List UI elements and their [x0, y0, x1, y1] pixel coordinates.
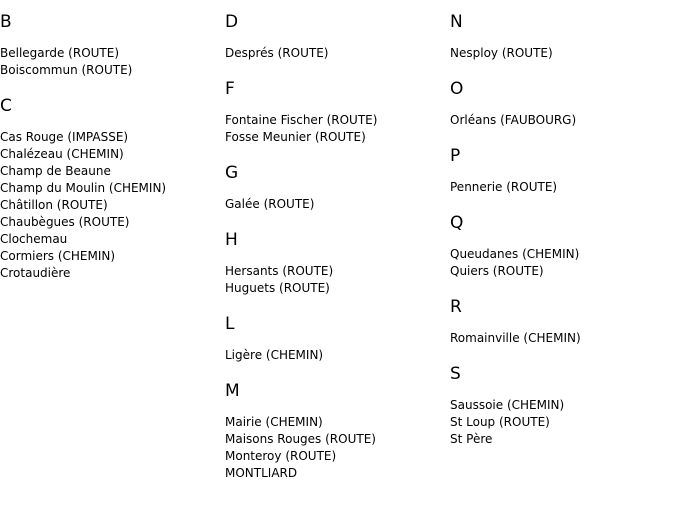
street-link[interactable]: Saussoie (CHEMIN) [450, 398, 565, 412]
street-link[interactable]: Després (ROUTE) [225, 46, 329, 60]
street-list [450, 112, 670, 129]
section-letter-heading: G [225, 163, 239, 183]
street-list [0, 45, 220, 79]
street-list [450, 179, 670, 196]
street-list [450, 397, 670, 448]
letter-section [225, 78, 445, 146]
street-link[interactable]: Huguets (ROUTE) [225, 281, 330, 295]
street-list [225, 347, 445, 364]
street-list [225, 45, 445, 62]
street-link[interactable]: Cas Rouge (IMPASSE) [0, 130, 129, 144]
street-link[interactable]: Hersants (ROUTE) [225, 264, 334, 278]
letter-section [450, 296, 670, 347]
index-column-3 [450, 11, 670, 464]
street-link[interactable]: Crotaudière [0, 266, 71, 280]
street-list [0, 129, 220, 282]
letter-section [450, 212, 670, 280]
street-link[interactable]: Clochemau [0, 232, 68, 246]
letter-section [450, 78, 670, 129]
street-link[interactable]: Maisons Rouges (ROUTE) [225, 432, 376, 446]
street-link[interactable]: MONTLIARD [225, 466, 298, 480]
letter-section [0, 95, 220, 282]
section-letter-heading: R [450, 297, 462, 317]
letter-section [225, 313, 445, 364]
street-link[interactable]: Quiers (ROUTE) [450, 264, 544, 278]
letter-section [0, 11, 220, 79]
street-link[interactable]: Mairie (CHEMIN) [225, 415, 323, 429]
street-link[interactable]: Fosse Meunier (ROUTE) [225, 130, 366, 144]
street-link[interactable]: Romainville (CHEMIN) [450, 331, 581, 345]
street-link[interactable]: St Loup (ROUTE) [450, 415, 550, 429]
section-letter-heading: O [450, 79, 464, 99]
street-link[interactable]: Galée (ROUTE) [225, 197, 315, 211]
section-letter-heading: D [225, 12, 239, 32]
street-list [450, 246, 670, 280]
street-list [225, 414, 445, 482]
street-list [225, 263, 445, 297]
street-link[interactable]: Boiscommun (ROUTE) [0, 63, 133, 77]
street-list [225, 112, 445, 146]
letter-section [450, 145, 670, 196]
street-list [450, 45, 670, 62]
street-link[interactable]: Queudanes (CHEMIN) [450, 247, 580, 261]
street-link[interactable]: Monteroy (ROUTE) [225, 449, 337, 463]
section-letter-heading: L [225, 314, 235, 334]
letter-section [450, 11, 670, 62]
section-letter-heading: N [450, 12, 463, 32]
street-link[interactable]: Champ du Moulin (CHEMIN) [0, 181, 167, 195]
street-link[interactable]: Bellegarde (ROUTE) [0, 46, 120, 60]
street-list [225, 196, 445, 213]
index-column-2 [225, 11, 445, 498]
section-letter-heading: F [225, 79, 235, 99]
section-letter-heading: M [225, 381, 240, 401]
section-letter-heading: H [225, 230, 238, 250]
letter-section [450, 363, 670, 448]
index-column-1 [0, 11, 220, 298]
section-letter-heading: C [0, 96, 12, 116]
street-link[interactable]: Nesploy (ROUTE) [450, 46, 553, 60]
section-letter-heading: B [0, 12, 12, 32]
street-link[interactable]: Pennerie (ROUTE) [450, 180, 558, 194]
street-link[interactable]: Ligère (CHEMIN) [225, 348, 324, 362]
section-letter-heading: Q [450, 213, 464, 233]
street-link[interactable]: Châtillon (ROUTE) [0, 198, 108, 212]
street-link[interactable]: Orléans (FAUBOURG) [450, 113, 577, 127]
street-link[interactable]: Champ de Beaune [0, 164, 111, 178]
street-link[interactable]: Chaubègues (ROUTE) [0, 215, 130, 229]
letter-section [225, 11, 445, 62]
letter-section [225, 229, 445, 297]
street-link[interactable]: Fontaine Fischer (ROUTE) [225, 113, 378, 127]
street-list [450, 330, 670, 347]
letter-section [225, 162, 445, 213]
street-link[interactable]: Chalézeau (CHEMIN) [0, 147, 124, 161]
street-link[interactable]: Cormiers (CHEMIN) [0, 249, 116, 263]
street-link[interactable]: St Père [450, 432, 493, 446]
section-letter-heading: P [450, 146, 461, 166]
section-letter-heading: S [450, 364, 461, 384]
letter-section [225, 380, 445, 482]
